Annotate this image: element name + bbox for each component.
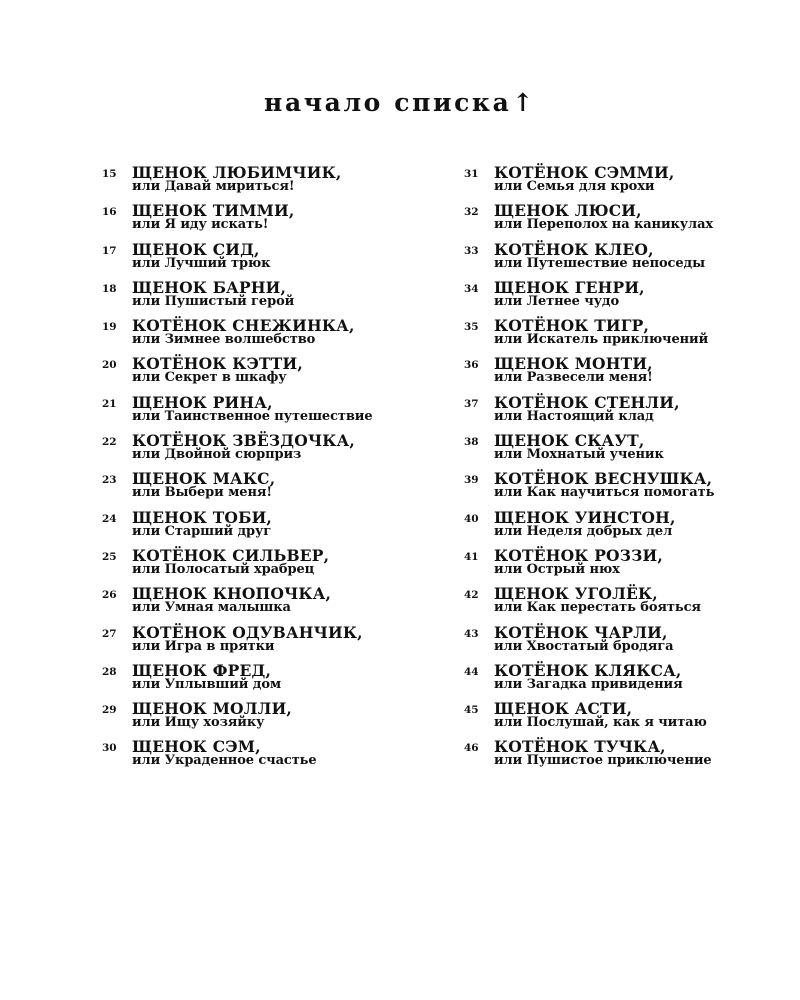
book-subtitle: или Хвостатый бродяга	[494, 638, 674, 654]
book-title: КОТЁНОК СТЕНЛИ,	[494, 392, 680, 412]
book-title: КОТЁНОК ЧАРЛИ,	[494, 622, 668, 642]
book-subtitle: или Мохнатый ученик	[494, 447, 664, 463]
book-title: КОТЁНОК РОЗЗИ,	[494, 545, 663, 565]
book-subtitle: или Настоящий клад	[494, 408, 654, 424]
book-title: ЩЕНОК ГЕНРИ,	[494, 277, 645, 297]
book-entry	[102, 624, 442, 662]
book-number: 35	[464, 321, 479, 334]
book-subtitle: или Развесели меня!	[494, 370, 653, 386]
book-entry	[102, 279, 442, 317]
book-subtitle: или Секрет в шкафу	[132, 370, 287, 386]
book-entry	[102, 317, 442, 355]
book-number: 24	[102, 512, 117, 525]
book-entry	[102, 470, 442, 508]
book-title: ЩЕНОК ЛЮБИМЧИК,	[132, 163, 342, 182]
book-number: 15	[102, 168, 117, 180]
book-subtitle: или Выбери меня!	[132, 485, 272, 501]
book-entry	[102, 432, 442, 470]
book-number: 38	[464, 436, 479, 449]
book-subtitle: или Ищу хозяйку	[132, 715, 265, 731]
book-subtitle: или Семья для крохи	[494, 179, 655, 194]
book-entry	[464, 279, 794, 317]
book-number: 46	[464, 742, 479, 755]
book-subtitle: или Таинственное путешествие	[132, 408, 373, 424]
book-title: ЩЕНОК АСТИ,	[494, 699, 633, 719]
book-entry	[464, 700, 794, 738]
book-entry	[464, 241, 794, 279]
book-title: КОТЁНОК ОДУВАНЧИК,	[132, 622, 363, 642]
book-number: 16	[102, 206, 117, 219]
book-number: 26	[102, 589, 117, 602]
book-subtitle: или Игра в прятки	[132, 638, 275, 654]
book-subtitle: или Давай мириться!	[132, 179, 295, 194]
book-title: ЩЕНОК УГОЛЁК,	[494, 584, 658, 604]
book-title: КОТЁНОК ВЕСНУШКА,	[494, 469, 713, 489]
book-entry	[464, 317, 794, 355]
book-number: 40	[464, 512, 479, 525]
book-number: 33	[464, 244, 479, 257]
book-title: ЩЕНОК СИД,	[132, 239, 260, 259]
book-subtitle: или Пушистый герой	[132, 293, 295, 309]
book-subtitle: или Неделя добрых дел	[494, 523, 673, 539]
book-entry	[102, 241, 442, 279]
book-subtitle: или Загадка привидения	[494, 676, 683, 692]
book-number: 34	[464, 282, 479, 295]
book-title: КОТЁНОК КЛЯКСА,	[494, 660, 682, 680]
book-entry	[464, 164, 794, 202]
book-subtitle: или Украденное счастье	[132, 753, 317, 769]
book-number: 22	[102, 436, 117, 449]
book-title: КОТЁНОК КЭТТИ,	[132, 354, 303, 374]
book-title: ЩЕНОК ТИММИ,	[132, 201, 295, 221]
book-number: 30	[102, 742, 117, 755]
book-title: КОТЁНОК СНЕЖИНКА,	[132, 316, 355, 336]
book-title: ЩЕНОК БАРНИ,	[132, 277, 287, 297]
book-number: 20	[102, 359, 117, 372]
book-title: ЩЕНОК МАКС,	[132, 469, 276, 489]
book-number: 42	[464, 589, 479, 602]
book-subtitle: или Я иду искать!	[132, 217, 269, 233]
book-subtitle: или Как научиться помогать	[494, 485, 715, 501]
book-subtitle: или Двойной сюрприз	[132, 447, 302, 463]
book-number: 21	[102, 397, 117, 410]
book-entry	[464, 547, 794, 585]
book-subtitle: или Полосатый храбрец	[132, 561, 315, 577]
page-title-text: начало списка	[264, 87, 512, 117]
book-entry	[464, 585, 794, 623]
book-number: 19	[102, 321, 117, 334]
book-number: 29	[102, 704, 117, 717]
book-entry	[464, 394, 794, 432]
book-number: 31	[464, 168, 479, 180]
book-subtitle: или Переполох на каникулах	[494, 217, 714, 233]
book-title: КОТЁНОК СИЛЬВЕР,	[132, 545, 330, 565]
book-title: ЩЕНОК ЛЮСИ,	[494, 201, 642, 221]
book-subtitle: или Уплывший дом	[132, 676, 282, 692]
book-number: 17	[102, 244, 117, 257]
up-arrow-icon: ↑	[512, 87, 536, 117]
book-subtitle: или Острый нюх	[494, 561, 620, 577]
book-subtitle: или Искатель приключений	[494, 332, 709, 348]
book-list-left-column	[102, 164, 442, 777]
book-entry	[464, 202, 794, 240]
book-number: 37	[464, 397, 479, 410]
book-number: 39	[464, 474, 479, 487]
book-entry	[102, 355, 442, 393]
book-entry	[102, 662, 442, 700]
book-entry	[102, 509, 442, 547]
book-entry	[464, 662, 794, 700]
book-title: КОТЁНОК СЭММИ,	[494, 163, 675, 182]
book-entry	[464, 509, 794, 547]
book-number: 32	[464, 206, 479, 219]
book-title: ЩЕНОК УИНСТОН,	[494, 507, 676, 527]
book-title: КОТЁНОК ЗВЁЗДОЧКА,	[132, 431, 356, 451]
book-number: 23	[102, 474, 117, 487]
book-entry	[102, 394, 442, 432]
book-subtitle: или Лучший трюк	[132, 255, 271, 271]
book-subtitle: или Как перестать бояться	[494, 600, 701, 616]
book-number: 27	[102, 627, 117, 640]
book-title: ЩЕНОК РИНА,	[132, 392, 273, 412]
book-subtitle: или Путешествие непоседы	[494, 255, 706, 271]
book-number: 44	[464, 665, 479, 678]
book-title: ЩЕНОК СЭМ,	[132, 737, 261, 757]
book-subtitle: или Послушай, как я читаю	[494, 715, 707, 731]
book-subtitle: или Зимнее волшебство	[132, 332, 316, 348]
book-entry	[102, 547, 442, 585]
book-number: 28	[102, 665, 117, 678]
book-title: ЩЕНОК ТОБИ,	[132, 507, 273, 527]
book-title: КОТЁНОК ТУЧКА,	[494, 737, 666, 757]
book-entry	[102, 164, 442, 202]
book-subtitle: или Пушистое приключение	[494, 753, 712, 769]
book-entry	[102, 738, 442, 776]
book-entry	[102, 585, 442, 623]
book-number: 43	[464, 627, 479, 640]
book-entry	[464, 432, 794, 470]
book-title: КОТЁНОК КЛЕО,	[494, 239, 654, 259]
book-title: ЩЕНОК СКАУТ,	[494, 431, 645, 451]
book-number: 45	[464, 704, 479, 717]
book-title: ЩЕНОК ФРЕД,	[132, 660, 272, 680]
book-entry	[464, 624, 794, 662]
book-entry	[102, 202, 442, 240]
book-title: КОТЁНОК ТИГР,	[494, 316, 650, 336]
book-title: ЩЕНОК МОНТИ,	[494, 354, 653, 374]
book-subtitle: или Умная малышка	[132, 600, 291, 616]
book-title: ЩЕНОК КНОПОЧКА,	[132, 584, 332, 604]
book-entry	[464, 355, 794, 393]
book-entry	[464, 470, 794, 508]
book-list-right-column	[464, 164, 794, 777]
book-title: ЩЕНОК МОЛЛИ,	[132, 699, 293, 719]
book-number: 18	[102, 282, 117, 295]
page-title	[0, 83, 800, 123]
book-number: 41	[464, 550, 479, 563]
book-subtitle: или Старший друг	[132, 523, 272, 539]
book-entry	[102, 700, 442, 738]
book-subtitle: или Летнее чудо	[494, 293, 620, 309]
book-entry	[464, 738, 794, 776]
book-number: 25	[102, 550, 117, 563]
book-number: 36	[464, 359, 479, 372]
